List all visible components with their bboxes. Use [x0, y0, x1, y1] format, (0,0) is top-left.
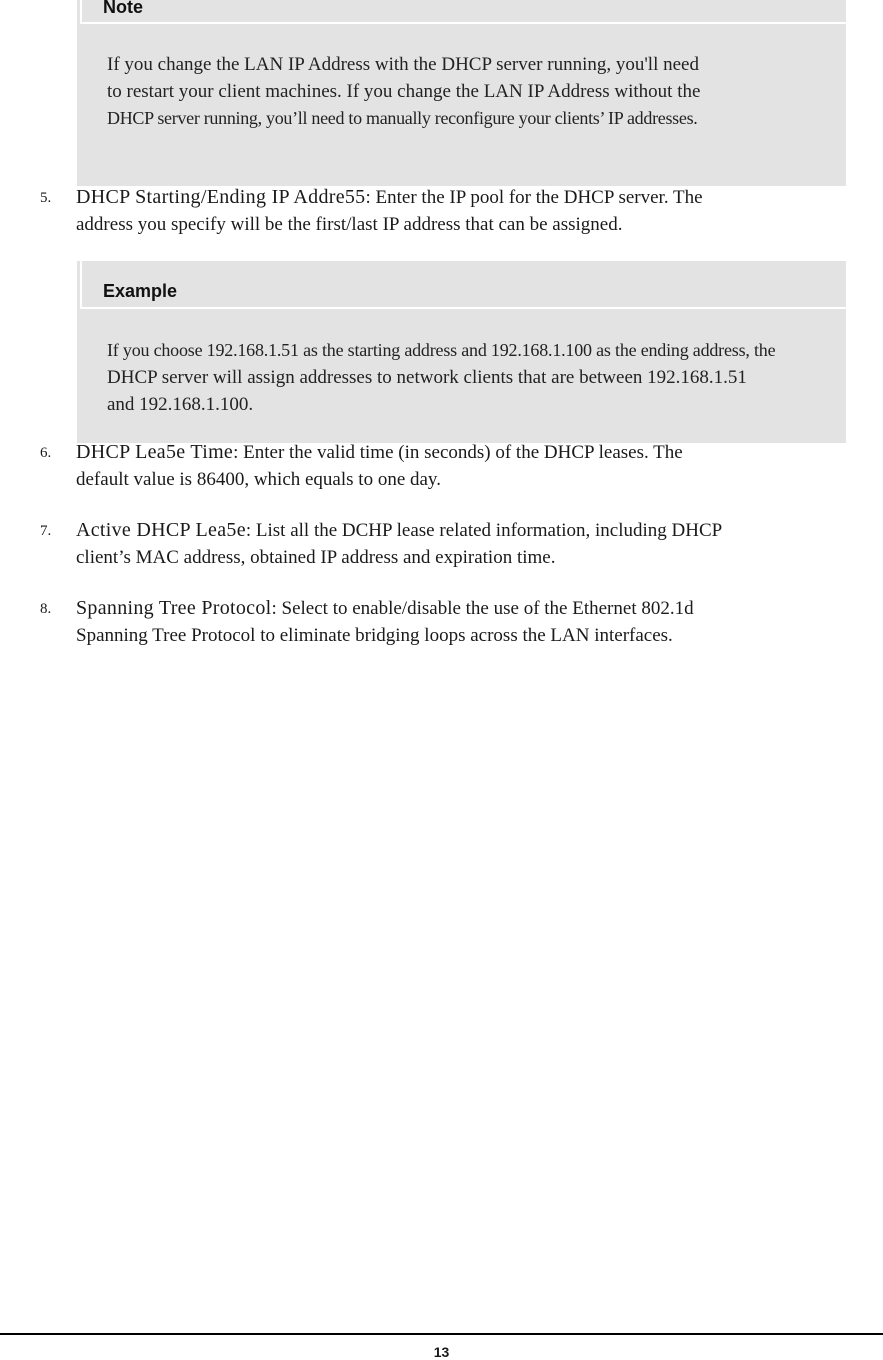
item-text — [76, 517, 840, 571]
example-box — [77, 261, 846, 443]
item-desc: : Enter the IP pool for the DHCP server. The — [365, 187, 703, 208]
item-desc-line: address you specify will be the first/last IP address that can be assigned. — [76, 214, 623, 235]
item-desc: : Select to enable/disable the use of the Ethernet 802.1d — [271, 598, 694, 619]
note-box — [77, 0, 846, 186]
example-header — [80, 261, 846, 309]
item-text — [76, 184, 840, 238]
item-number: 8. — [40, 601, 52, 617]
note-body — [107, 51, 840, 132]
example-body — [107, 337, 883, 418]
item-term: DHCP Starting/Ending IP Addre55 — [76, 186, 366, 208]
footer-rule — [0, 1333, 883, 1335]
item-number: 5. — [40, 190, 52, 206]
item-desc: : Enter the valid time (in seconds) of the DHCP leases. The — [233, 442, 683, 463]
note-line: DHCP server running, you’ll need to manually reconfigure your clients’ IP addresses. — [107, 108, 698, 128]
item-number: 6. — [40, 445, 52, 461]
example-line: DHCP server will assign addresses to network clients that are between 192.168.1.51 — [107, 367, 747, 388]
item-desc-line: client’s MAC address, obtained IP address and expiration time. — [76, 547, 556, 568]
item-desc-line: default value is 86400, which equals to one day. — [76, 469, 441, 490]
item-term: Active DHCP Lea5e — [76, 519, 246, 541]
example-line: If you choose 192.168.1.51 as the starting address and 192.168.1.100 as the ending address, the — [107, 340, 776, 360]
item-desc: : List all the DCHP lease related information, including DHCP — [245, 520, 723, 541]
item-term: Spanning Tree Protocol — [76, 597, 272, 619]
item-text — [76, 595, 840, 649]
note-header — [80, 0, 846, 24]
example-title: Example — [103, 281, 178, 301]
page-number: 13 — [433, 1344, 450, 1360]
example-line: and 192.168.1.100. — [107, 394, 254, 415]
item-text — [76, 439, 840, 493]
note-line: If you change the LAN IP Address with the DHCP server running, you'll need — [107, 54, 699, 75]
item-desc-line: Spanning Tree Protocol to eliminate bridging loops across the LAN interfaces. — [76, 625, 673, 646]
note-title: Note — [103, 0, 143, 17]
note-line: to restart your client machines. If you change the LAN IP Address without the — [107, 81, 701, 102]
item-number: 7. — [40, 523, 52, 539]
item-term: DHCP Lea5e Time — [76, 441, 234, 463]
